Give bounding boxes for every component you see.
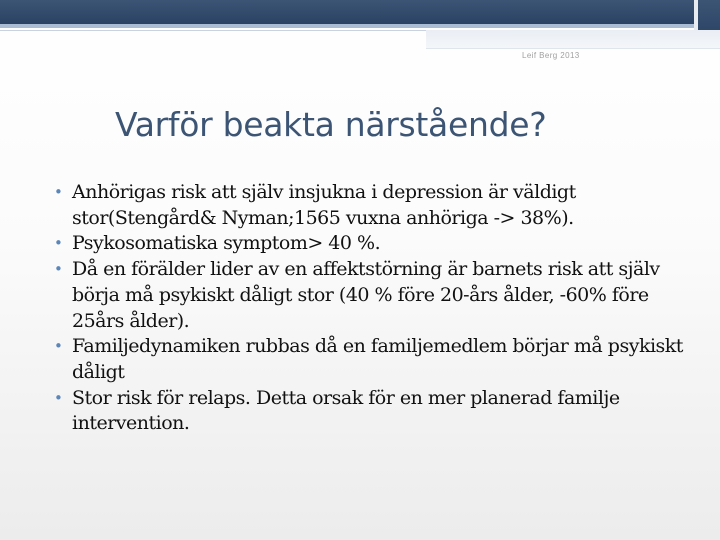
bullet-dot-icon: • xyxy=(54,183,63,201)
slide-footer: Leif Berg 2013 xyxy=(522,51,580,60)
bullet-text: Stor risk för relaps. Detta orsak för en mer planerad familje intervention. xyxy=(72,386,620,435)
bullet-item xyxy=(54,257,684,334)
bullet-item xyxy=(54,180,684,231)
bullet-item xyxy=(54,386,684,437)
bullet-list xyxy=(54,180,684,437)
bullet-item xyxy=(54,334,684,385)
header-accent-stripe xyxy=(0,24,694,28)
bullet-dot-icon: • xyxy=(54,234,63,253)
bullet-text: Anhörigas risk att själv insjukna i depression är väldigt stor(Stengård& Nyman;1565 vuxna anhöriga -> 38%). xyxy=(72,181,576,229)
header-panel xyxy=(426,30,720,49)
bullet-dot-icon: • xyxy=(54,337,63,356)
bullet-item xyxy=(54,231,684,257)
bullet-dot-icon: • xyxy=(54,260,63,279)
bullet-text: Psykosomatiska symptom> 40 %. xyxy=(72,232,381,255)
bullet-text: Då en förälder lider av en affektstörning är barnets risk att själv börja må psykiskt dåligt stor (40 % före 20-års ålder, -60% före 25års ålder). xyxy=(72,258,660,332)
bullet-dot-icon: • xyxy=(54,388,63,407)
slide-title: Varför beakta närstående? xyxy=(115,105,547,144)
header-bar xyxy=(0,0,694,24)
bullet-text: Familjedynamiken rubbas då en familjemedlem börjar må psykiskt dåligt xyxy=(72,335,683,383)
